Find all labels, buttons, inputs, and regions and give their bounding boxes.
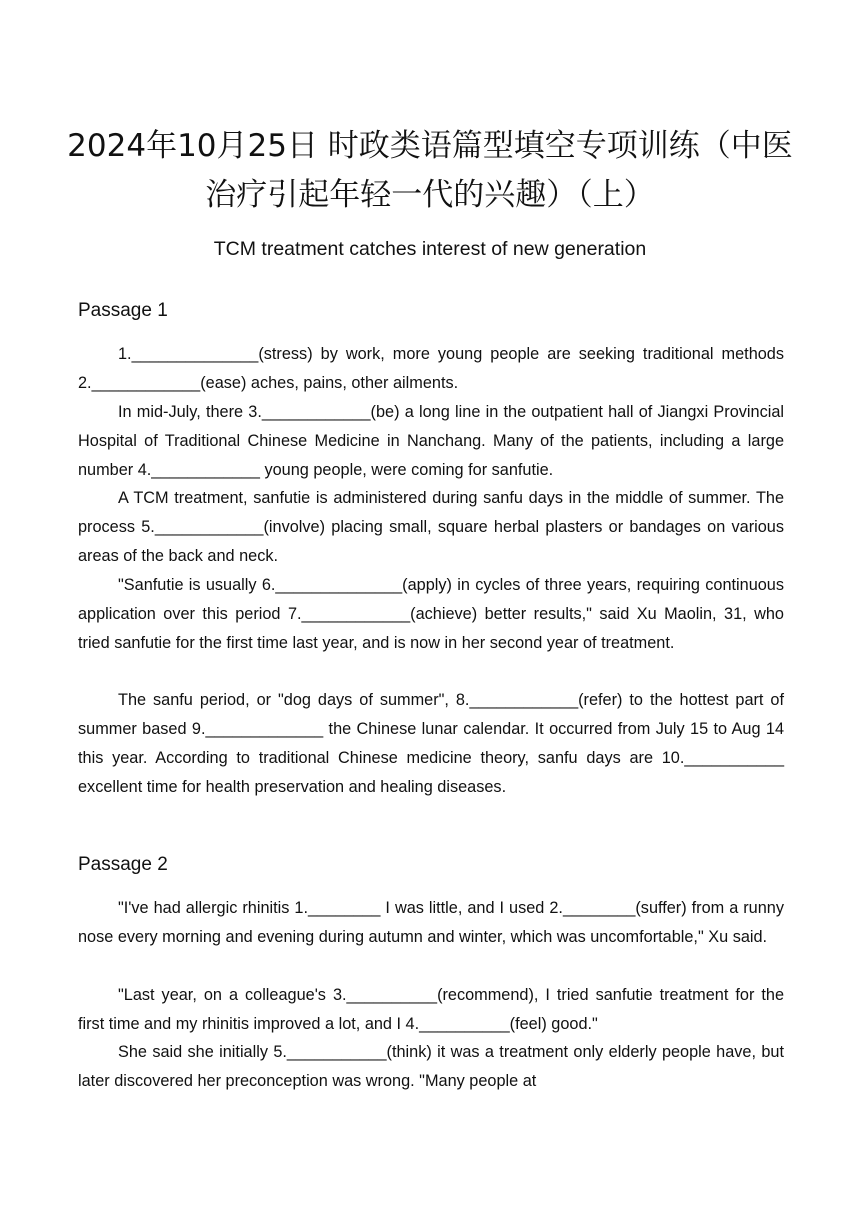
passage-1-paragraph: 1.______________(stress) by work, more young people are seeking traditional methods 2.____________(ease) aches, pains, other ailments. <box>78 345 784 392</box>
passage-2-paragraph: "Last year, on a colleague's 3.__________(recommend), I tried sanfutie treatment for the first time and my rhinitis improved a lot, and I 4.__________(feel) good." <box>78 986 784 1033</box>
passage-1-paragraph: "Sanfutie is usually 6.______________(apply) in cycles of three years, requiring continuous application over this period 7.____________(achieve) better results," said Xu Maolin, 31, who tried sanfutie for the first time last year, and is now in her second year of treatment. <box>78 576 784 652</box>
passage-1-paragraph: In mid-July, there 3.____________(be) a long line in the outpatient hall of Jiangxi Provincial Hospital of Traditional Chinese Medicine in Nanchang. Many of the patients, including a large number 4.____________ young people, were coming for sanfutie. <box>78 403 784 479</box>
passage-2-paragraph: "I've had allergic rhinitis 1.________ I was little, and I used 2.________(suffer) from a runny nose every morning and evening during autumn and winter, which was uncomfortable," Xu said. <box>78 899 784 946</box>
article-subtitle: TCM treatment catches interest of new generation <box>213 238 647 260</box>
passage-1-heading: Passage 1 <box>78 300 168 321</box>
passage-2-heading: Passage 2 <box>78 854 168 875</box>
passage-2-paragraph: She said she initially 5.___________(think) it was a treatment only elderly people have, but later discovered her preconception was wrong. "Many people at <box>78 1043 784 1090</box>
document-title: 2024年10月25日 时政类语篇型填空专项训练（中医治疗引起年轻一代的兴趣）（上） <box>67 128 793 213</box>
passage-1-paragraph: A TCM treatment, sanfutie is administered during sanfu days in the middle of summer. The process 5.____________(involve) placing small, square herbal plasters or bandages on various areas of the back and neck. <box>78 489 784 565</box>
passage-1-paragraph: The sanfu period, or "dog days of summer", 8.____________(refer) to the hottest part of summer based 9._____________ the Chinese lunar calendar. It occurred from July 15 to Aug 14 this year. According to traditional Chinese medicine theory, sanfu days are 10.___________ excellent time for health preservation and healing diseases. <box>78 691 784 796</box>
